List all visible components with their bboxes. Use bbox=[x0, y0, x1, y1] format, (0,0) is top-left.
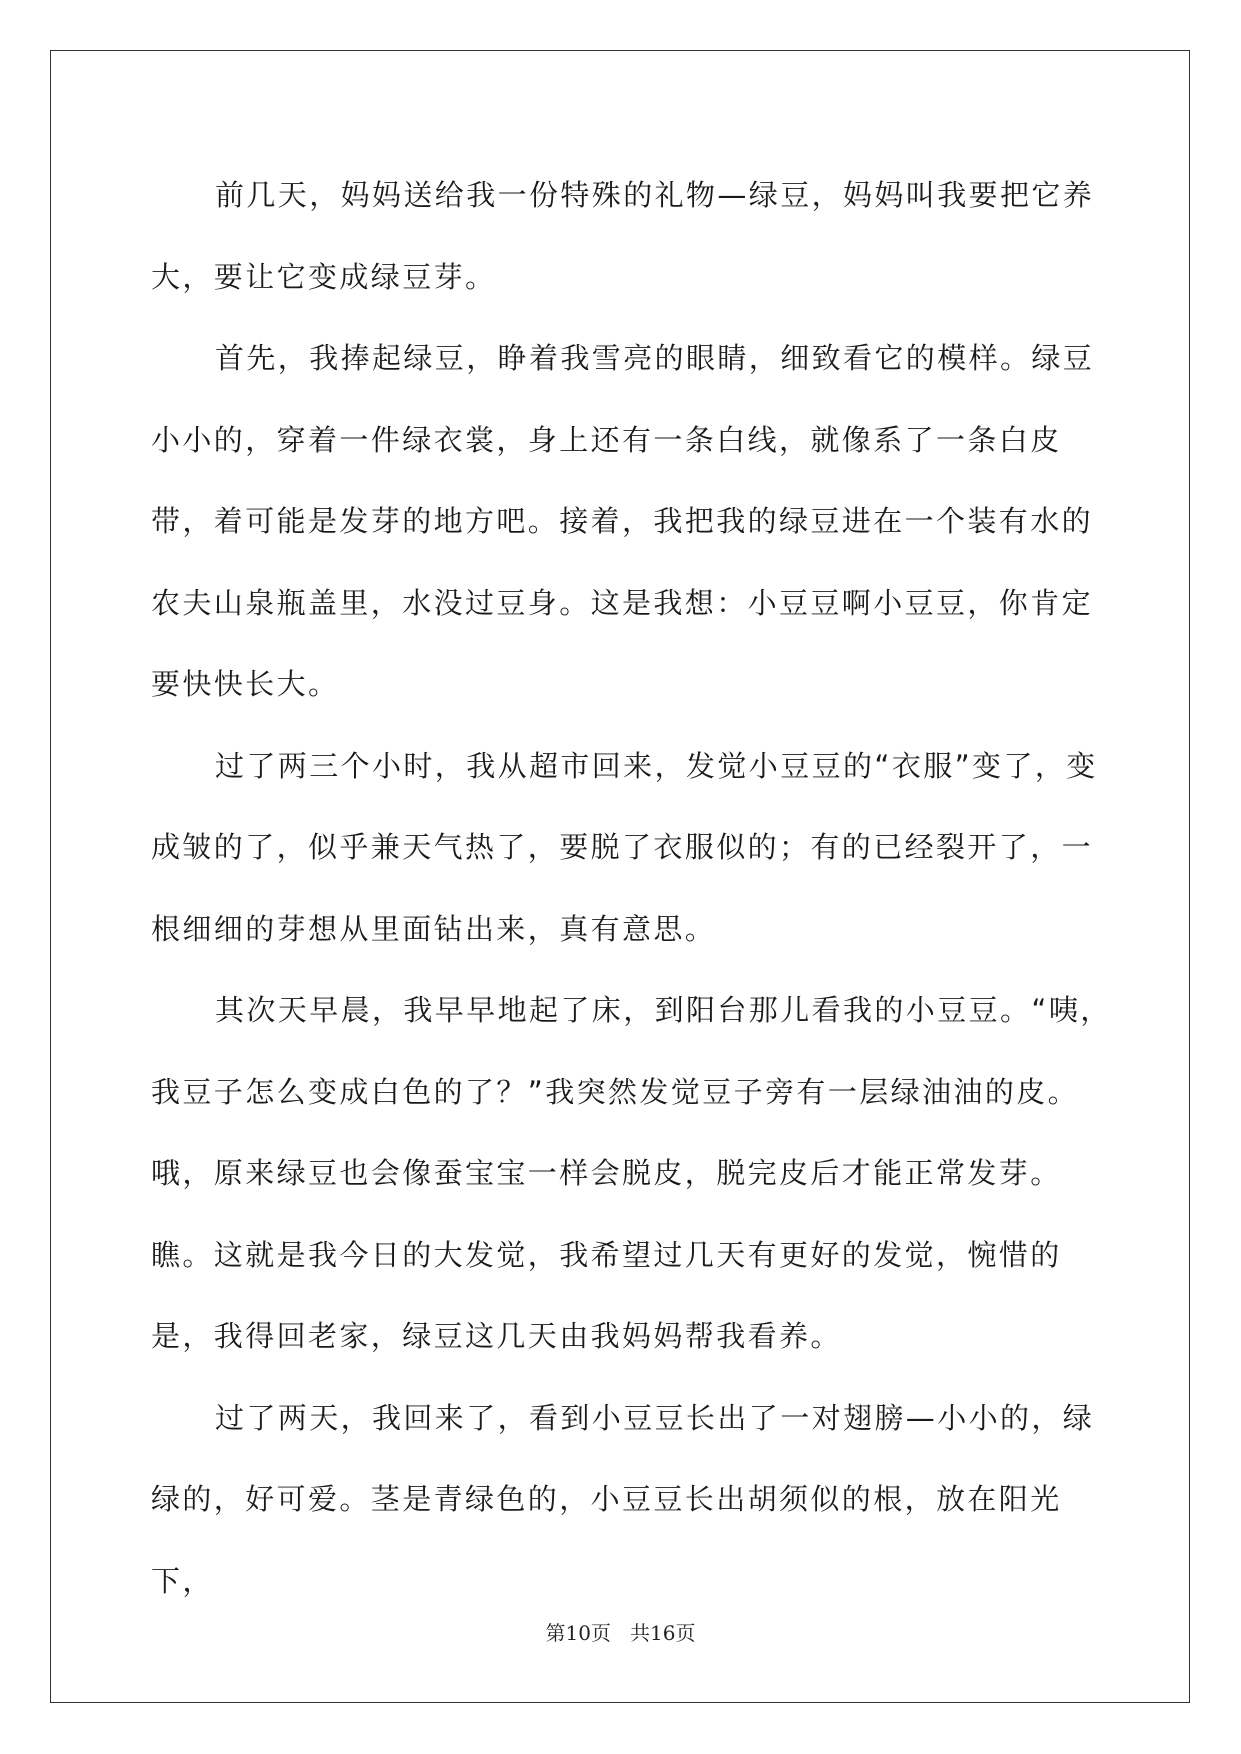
page-number: 第10页 bbox=[545, 1621, 611, 1645]
document-body bbox=[151, 155, 1116, 1622]
paragraph-5: 过了两天，我回来了，看到小豆豆长出了一对翅膀—小小的，绿绿的，好可爱。茎是青绿色的，小豆豆长出胡须似的根，放在阳光下， bbox=[151, 1400, 1095, 1598]
paragraph-3: 过了两三个小时，我从超市回来，发觉小豆豆的“衣服”变了，变成皱的了，似乎兼天气热了，要脱了衣服似的；有的已经裂开了，一根细细的芽想从里面钻出来，真有意思。 bbox=[151, 748, 1098, 946]
paragraph-4: 其次天早晨，我早早地起了床，到阳台那儿看我的小豆豆。“咦，我豆子怎么变成白色的了？”我突然发觉豆子旁有一层绿油油的皮。哦，原来绿豆也会像蚕宝宝一样会脱皮，脱完皮后才能正常发芽。瞧。这就是我今日的大发觉，我希望过几天有更好的发觉，惋惜的是，我得回老家，绿豆这几天由我妈妈帮我看养。 bbox=[151, 993, 1112, 1353]
page-total: 共16页 bbox=[630, 1621, 696, 1645]
paragraph-2: 首先，我捧起绿豆，睁着我雪亮的眼睛，细致看它的模样。绿豆小小的，穿着一件绿衣裳，身上还有一条白线，就像系了一条白皮带，着可能是发芽的地方吧。接着，我把我的绿豆进在一个装有水的农夫山泉瓶盖里，水没过豆身。这是我想：小豆豆啊小豆豆，你肯定要快快长大。 bbox=[151, 341, 1095, 701]
page-footer bbox=[0, 1617, 1241, 1646]
paragraph-1: 前几天，妈妈送给我一份特殊的礼物—绿豆，妈妈叫我要把它养大，要让它变成绿豆芽。 bbox=[151, 178, 1095, 294]
